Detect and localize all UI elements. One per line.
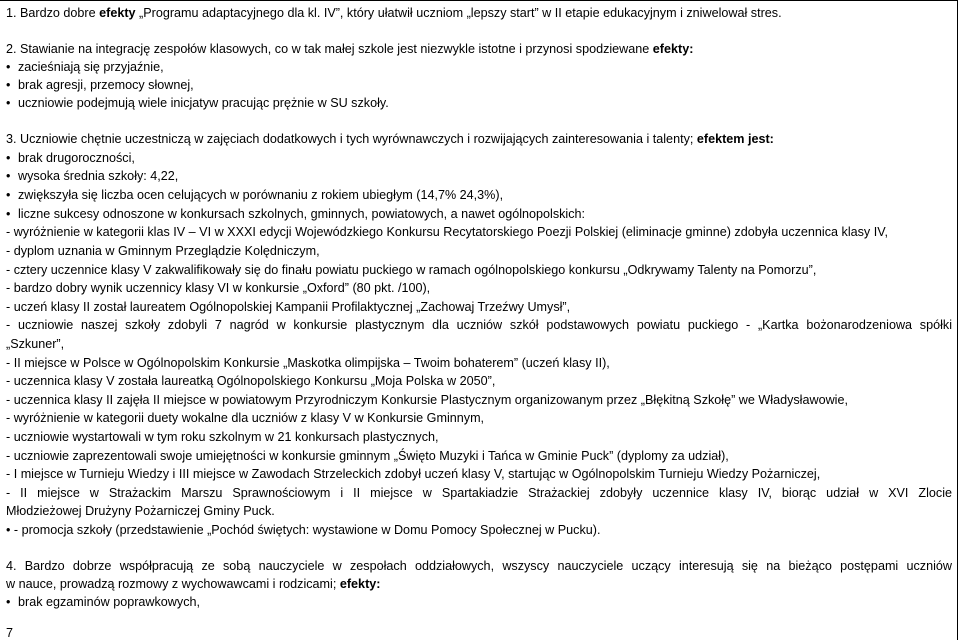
achievement-item: - II miejsce w Polsce w Ogólnopolskim Konkursie „Maskotka olimpijska – Twoim bohaterem” (uczeń klasy II), [6,356,610,370]
p3-bullet: • brak drugoroczności, [6,150,135,166]
achievement-item: - bardzo dobry wynik uczennicy klasy VI w konkursie „Oxford” (80 pkt. /100), [6,281,431,295]
achievement-item-continued: „Szkuner”, [6,337,65,351]
achievement-item: • - promocja szkoły (przedstawienie „Pochód świętych: wystawione w Domu Pomocy Społecznej w Pucku). [6,523,601,537]
p3-bullet: • liczne sukcesy odnoszone w konkursach szkolnych, gminnych, powiatowych, a nawet ogólnopolskich: [6,206,585,222]
achievement-item: - uczniowie zaprezentowali swoje umiejętności w konkursie gminnym „Święto Muzyki i Tańca w Gminie Puck” (dyplomy za udział), [6,449,729,463]
achievement-item: - wyróżnienie w kategorii duety wokalne dla uczniów z klasy V w Konkursie Gminnym, [6,411,485,425]
p2-bullet: • zacieśniają się przyjaźnie, [6,59,164,75]
achievement-item: - uczeń klasy II został laureatem Ogólnopolskiej Kampanii Profilaktycznej „Zachowaj Trzeźwy Umysł”, [6,300,571,314]
paragraph-3-intro [6,131,774,147]
paragraph-4-line: 4. Bardzo dobrze współpracują ze sobą nauczyciele w zespołach oddziałowych, wszyscy nauczyciele uczący interesują się na bieżąco postępami uczniów [6,559,952,573]
achievement-item: - cztery uczennice klasy V zakwalifikowały się do finału powiatu puckiego w ramach ogólnopolskiego konkursu „Odkrywamy Talenty na Pomorzu”, [6,263,817,277]
p3-intro-text: 3. Uczniowie chętnie uczestniczą w zajęciach dodatkowych i tych wyrównawczych i rozwijających zainteresowania i talenty; [6,132,697,146]
achievement-item: - I miejsce w Turnieju Wiedzy i III miejsce w Zawodach Strzeleckich zdobył uczeń klasy V, startując w Ogólnopolskim Turnieju Wiedzy Pożarniczej, [6,467,821,481]
paragraph-1 [6,5,782,21]
achievement-item: - dyplom uznania w Gminnym Przeglądzie Kolędniczym, [6,244,320,258]
achievement-item: - uczennica klasy II zajęła II miejsce w powiatowym Przyrodniczym Konkursie Plastycznym organizowanym przez „Błękitną Szkołę” we Władysławowie, [6,393,848,407]
paragraph-4-line [6,576,380,592]
paragraph-2-intro [6,41,693,57]
p1-text-rest: „Programu adaptacyjnego dla kl. IV”, który ułatwił uczniom „lepszy start” w II etapie edukacyjnym i zniwelował stres. [135,6,782,20]
p4-line2-text: w nauce, prowadzą rozmowy z wychowawcami i rodzicami; [6,577,340,591]
p2-bullet: • brak agresji, przemocy słownej, [6,77,194,93]
p3-bullet: • wysoka średnia szkoły: 4,22, [6,168,178,184]
p3-intro-bold: efektem jest: [696,132,774,146]
p2-intro-bold: efekty: [652,42,694,56]
p2-bullet: • uczniowie podejmują wiele inicjatyw pracując prężnie w SU szkoły. [6,95,389,111]
p4-bullet: • brak egzaminów poprawkowych, [6,594,200,610]
achievement-item: - uczniowie naszej szkoły zdobyli 7 nagród w konkursie plastycznym dla uczniów szkół podstawowych powiatu puckiego - „Kartka bożonarodzeniowa spółki [6,318,952,332]
achievement-item: - uczniowie wystartowali w tym roku szkolnym w 21 konkursach plastycznych, [6,430,439,444]
p2-intro-text: 2. Stawianie na integrację zespołów klasowych, co w tak małej szkole jest niezwykle istotne i przynosi spodziewane [6,42,653,56]
achievement-item: - II miejsce w Strażackim Marszu Sprawnościowym i II miejsce w Spartakiadzie Strażackiej zdobyły uczennice klasy IV, biorąc udział w XVI Zlocie [6,486,952,500]
p3-bullet: • zwiększyła się liczba ocen celujących w porównaniu z rokiem ubiegłym (14,7% 24,3%), [6,187,503,203]
p1-text: 1. Bardzo dobre [6,6,100,20]
achievement-item-continued: Młodzieżowej Drużyny Pożarniczej Gminy Puck. [6,504,275,518]
page-number: 7 [6,626,14,640]
achievement-item: - uczennica klasy V została laureatką Ogólnopolskiego Konkursu „Moja Polska w 2050”, [6,374,496,388]
achievement-item: - wyróżnienie w kategorii klas IV – VI w XXXI edycji Wojewódzkiego Konkursu Recytatorskiego Poezji Polskiej (eliminacje gminne) zdobyła uczennica klasy IV, [6,225,888,239]
p4-bold: efekty: [339,577,381,591]
p1-bold: efekty [99,6,136,20]
